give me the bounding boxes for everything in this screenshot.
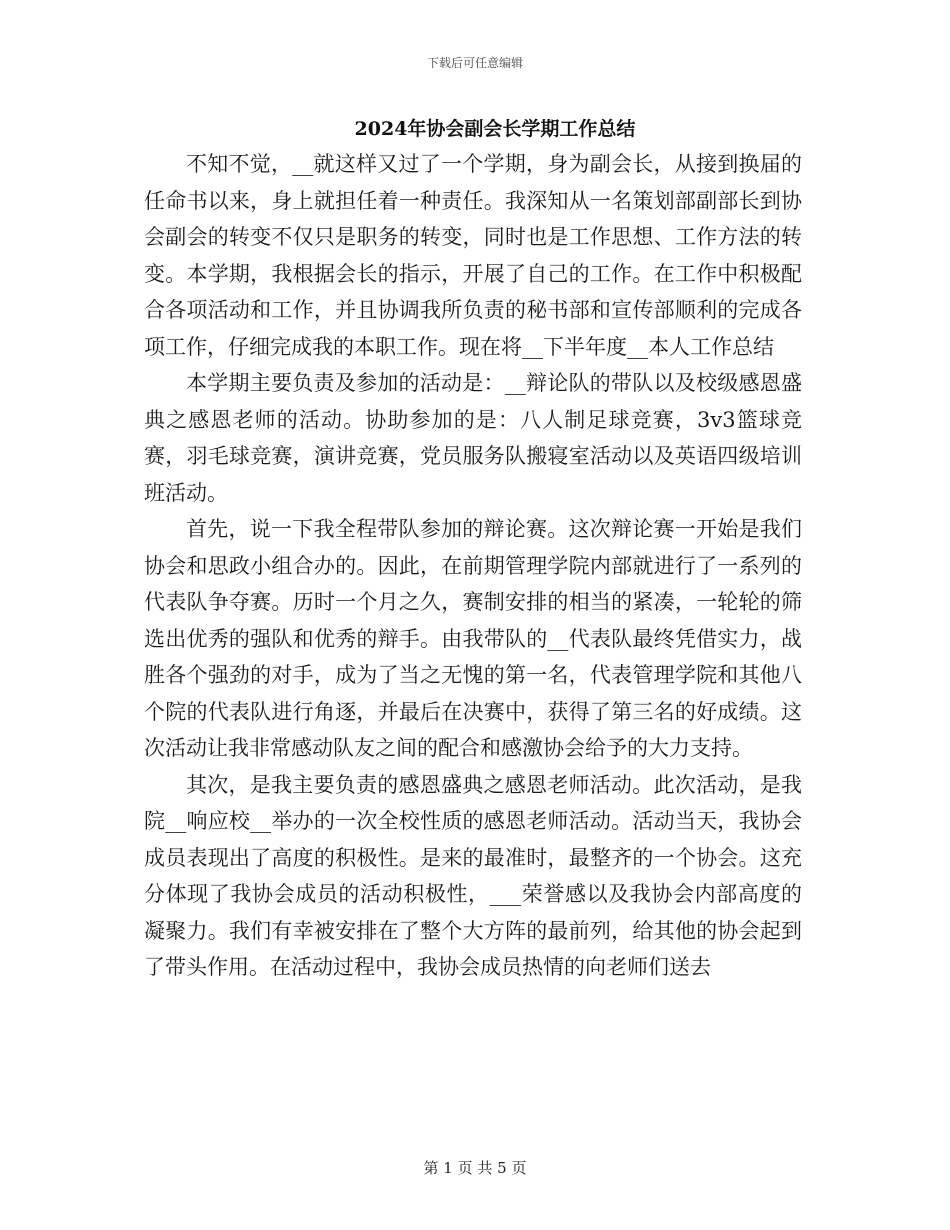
paragraph-debate: 首先，说一下我全程带队参加的辩论赛。这次辩论赛一开始是我们协会和思政小组合办的。因此，在前期管理学院内部就进行了一系列的代表队争夺赛。历时一个月之久，赛制安排的相当的紧凑，一轮轮的筛选出优秀的强队和优秀的辩手。由我带队的__代表队最终凭借实力，战胜各个强劲的对手，成为了当之无愧的第一名，代表管理学院和其他八个院的代表队进行角逐，并最后在决赛中，获得了第三名的好成绩。这次活动让我非常感动队友之间的配合和感激协会给予的大力支持。	[144, 517, 802, 760]
document-title: 2024年协会副会长学期工作总结	[354, 118, 636, 140]
header-note: 下载后可任意编辑	[426, 56, 523, 70]
paragraph-gratitude: 其次，是我主要负责的感恩盛典之感恩老师活动。此次活动，是我院__响应校__举办的一次全校性质的感恩老师活动。活动当天，我协会成员表现出了高度的积极性。是来的最准时，最整齐的一个协会。这充分体现了我协会成员的活动积极性，___荣誉感以及我协会内部高度的凝聚力。我们有幸被安排在了整个大方阵的最前列，给其他的协会起到了带头作用。在活动过程中，我协会成员热情的向老师们送去	[144, 772, 802, 979]
page-number-footer: 第 1 页 共 5 页	[423, 1159, 527, 1177]
document-body	[144, 146, 802, 986]
paragraph-intro: 不知不觉，__就这样又过了一个学期，身为副会长，从接到换届的任命书以来，身上就担任着一种责任。我深知从一名策划部副部长到协会副会的转变不仅只是职务的转变，同时也是工作思想、工作方法的转变。本学期，我根据会长的指示，开展了自己的工作。在工作中积极配合各项活动和工作，并且协调我所负责的秘书部和宣传部顺利的完成各项工作，仔细完成我的本职工作。现在将__下半年度__本人工作总结	[144, 152, 802, 359]
paragraph-activities: 本学期主要负责及参加的活动是：__辩论队的带队以及校级感恩盛典之感恩老师的活动。协助参加的是：八人制足球竞赛，3v3篮球竞赛，羽毛球竞赛，演讲竞赛，党员服务队搬寝室活动以及英语四级培训班活动。	[144, 371, 802, 505]
